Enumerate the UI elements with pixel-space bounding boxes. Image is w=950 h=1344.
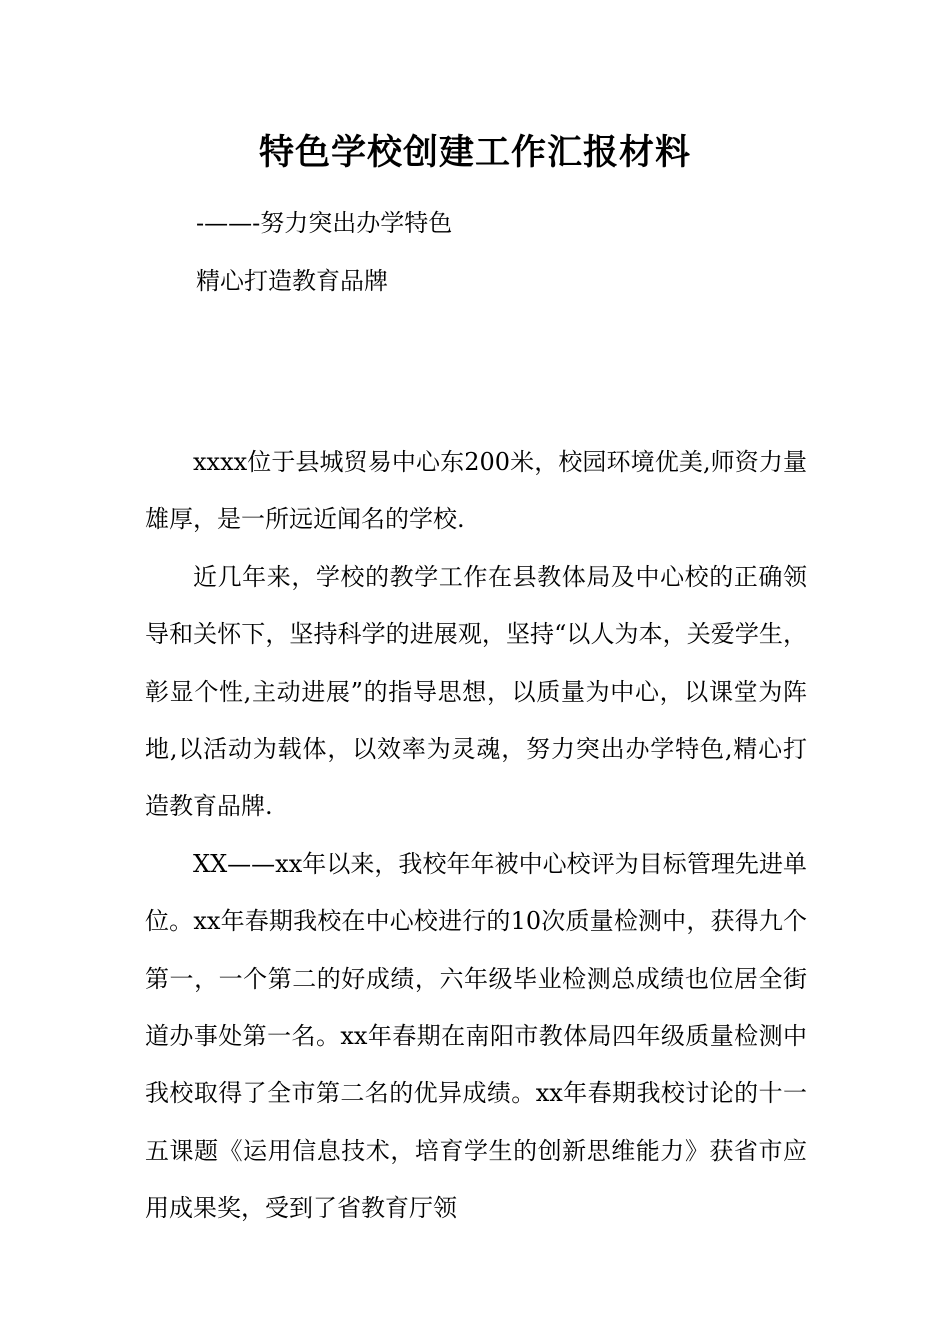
document-title: 特色学校创建工作汇报材料 [258, 132, 691, 173]
subtitle-line-1: -——-努力突出办学特色 [196, 209, 453, 237]
subtitle-line-2: 精心打造教育品牌 [196, 267, 388, 295]
document-body [145, 434, 807, 1238]
paragraph-achievements: XX——xx年以来，我校年年被中心校评为目标管理先进单位。xx年春期我校在中心校进行的10次质量检测中，获得九个第一，一个第二的好成绩，六年级毕业检测总成绩也位居全街道办事处第一名。xx年春期在南阳市教体局四年级质量检测中我校取得了全市第二名的优异成绩。xx年春期我校讨论的十一五课题《运用信息技术，培育学生的创新思维能力》获省市应用成果奖，受到了省教育厅领 [145, 849, 807, 1223]
paragraph-intro: xxxx位于县城贸易中心东200米，校园环境优美,师资力量雄厚，是一所远近闻名的学校. [145, 448, 807, 534]
paragraph-guidance: 近几年来，学校的教学工作在县教体局及中心校的正确领导和关怀下，坚持科学的进展观，坚持“以人为本，关爱学生，彰显个性,主动进展”的指导思想，以质量为中心，以课堂为阵地,以活动为载体，以效率为灵魂，努力突出办学特色,精心打造教育品牌. [145, 562, 807, 821]
